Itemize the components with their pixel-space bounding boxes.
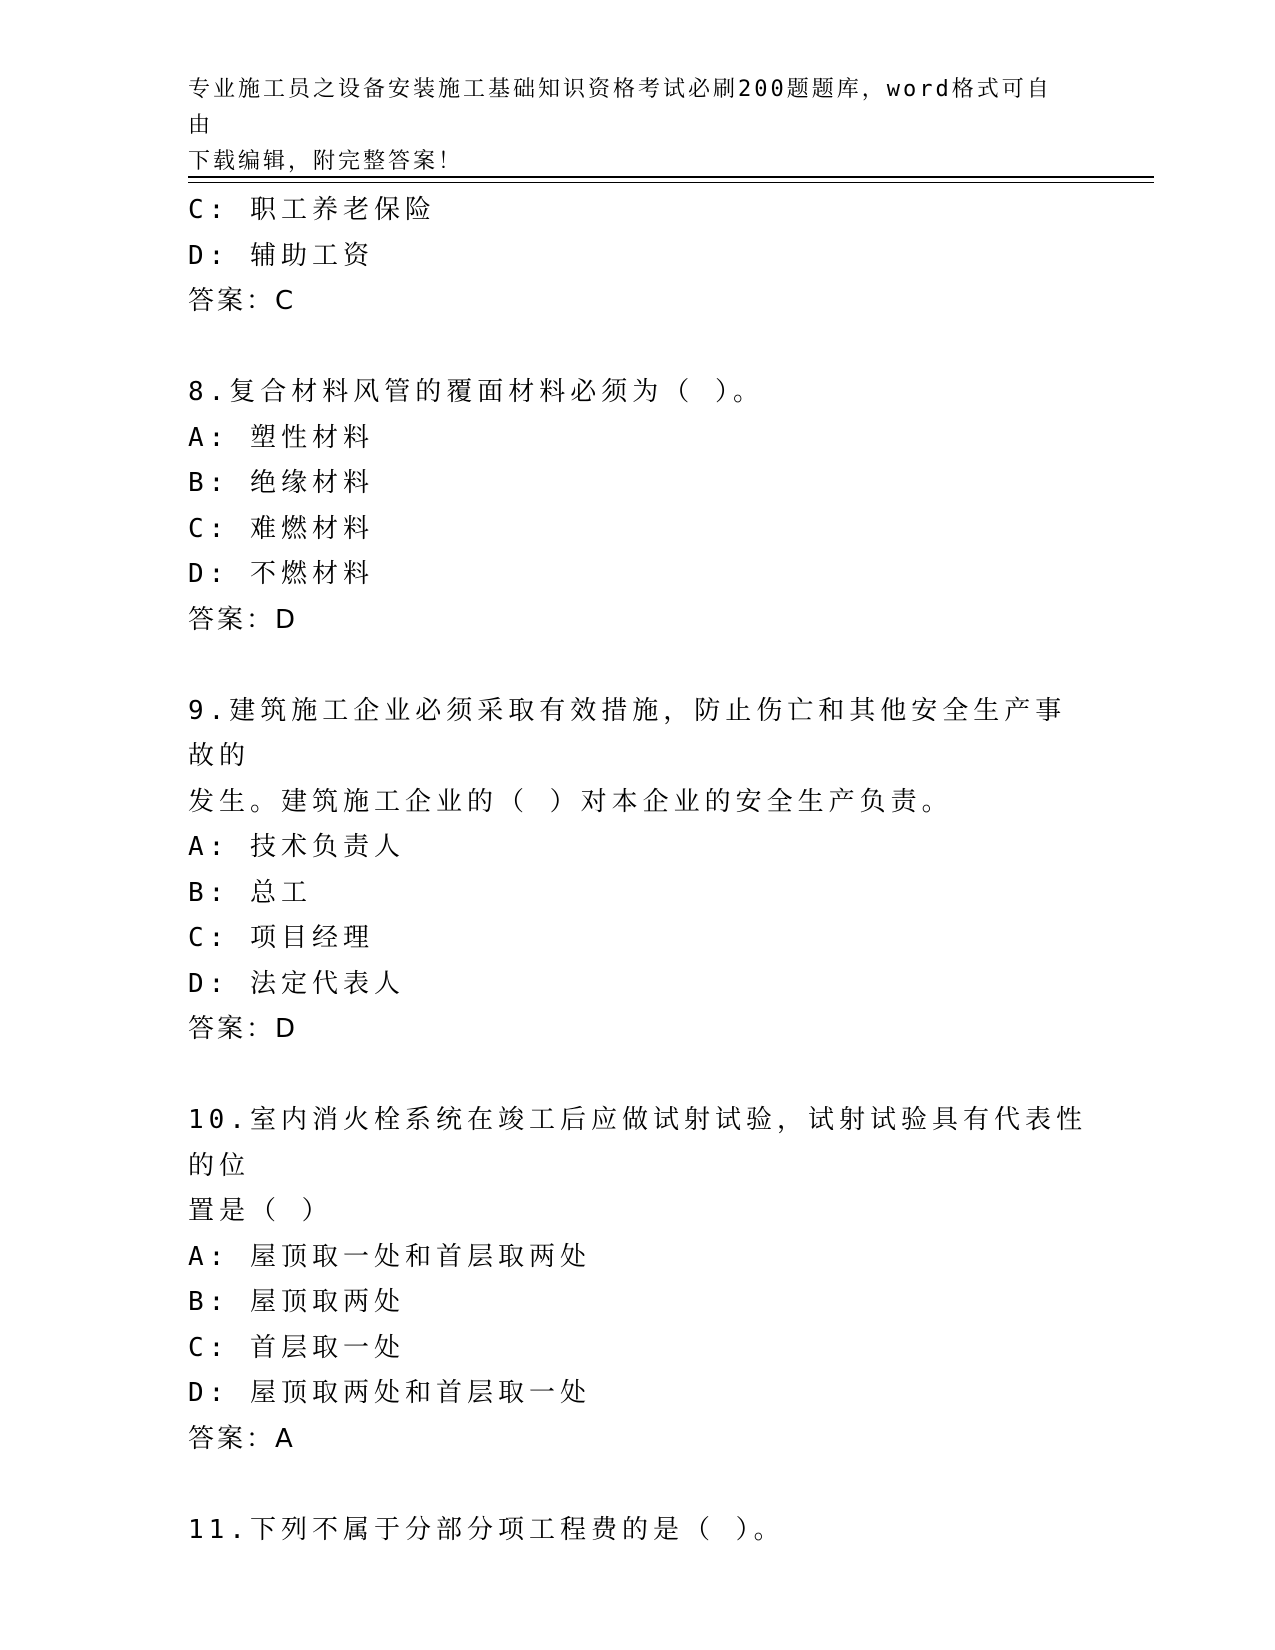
answer-line: 答案：D	[188, 1014, 299, 1044]
answer-line: 答案：C	[188, 286, 297, 316]
question-8	[188, 370, 1088, 643]
header-line-2: 下载编辑，附完整答案！	[188, 149, 464, 174]
question-stem-line-2: 置是（ ）	[188, 1196, 333, 1226]
option-a: A: 屋顶取一处和首层取两处	[188, 1241, 591, 1272]
question-stem-line-2: 发生。建筑施工企业的（ ）对本企业的安全生产负责。	[188, 786, 953, 817]
question-gap	[188, 643, 1088, 689]
option-c: C: 难燃材料	[188, 513, 374, 544]
document-header	[188, 72, 1068, 180]
option-a: A: 技术负责人	[188, 832, 405, 862]
option-b: B: 屋顶取两处	[188, 1287, 405, 1317]
header-line-1: 专业施工员之设备安装施工基础知识资格考试必刷200题题库，word格式可自由	[188, 77, 1052, 138]
question-gap	[188, 1053, 1088, 1099]
option-c: C: 首层取一处	[188, 1332, 405, 1363]
option-d: D: 不燃材料	[188, 559, 374, 589]
question-stem-line-1: 10.室内消火栓系统在竣工后应做试射试验，试射试验具有代表性的位	[188, 1105, 1087, 1181]
option-c: C: 职工养老保险	[188, 195, 436, 225]
option-b: B: 总工	[188, 877, 312, 908]
question-stem-line-1: 9.建筑施工企业必须采取有效措施，防止伤亡和其他安全生产事故的	[188, 695, 1067, 771]
question-7-tail	[188, 188, 1088, 325]
question-stem: 11.下列不属于分部分项工程费的是（ ）。	[188, 1514, 785, 1545]
question-stem: 8.复合材料风管的覆面材料必须为（ ）。	[188, 377, 764, 407]
option-d: D: 法定代表人	[188, 968, 405, 999]
header-divider-thin	[188, 182, 1154, 183]
question-10	[188, 1098, 1088, 1462]
option-c: C: 项目经理	[188, 923, 374, 953]
question-9	[188, 689, 1088, 1053]
option-d: D: 辅助工资	[188, 240, 374, 271]
answer-line: 答案：A	[188, 1423, 296, 1454]
answer-line: 答案：D	[188, 604, 299, 635]
question-gap	[188, 1462, 1088, 1508]
question-list	[188, 188, 1088, 1553]
question-11	[188, 1508, 1088, 1554]
question-gap	[188, 325, 1088, 371]
header-divider-thick	[188, 176, 1154, 178]
option-b: B: 绝缘材料	[188, 468, 374, 498]
option-d: D: 屋顶取两处和首层取一处	[188, 1378, 591, 1408]
option-a: A: 塑性材料	[188, 422, 374, 453]
